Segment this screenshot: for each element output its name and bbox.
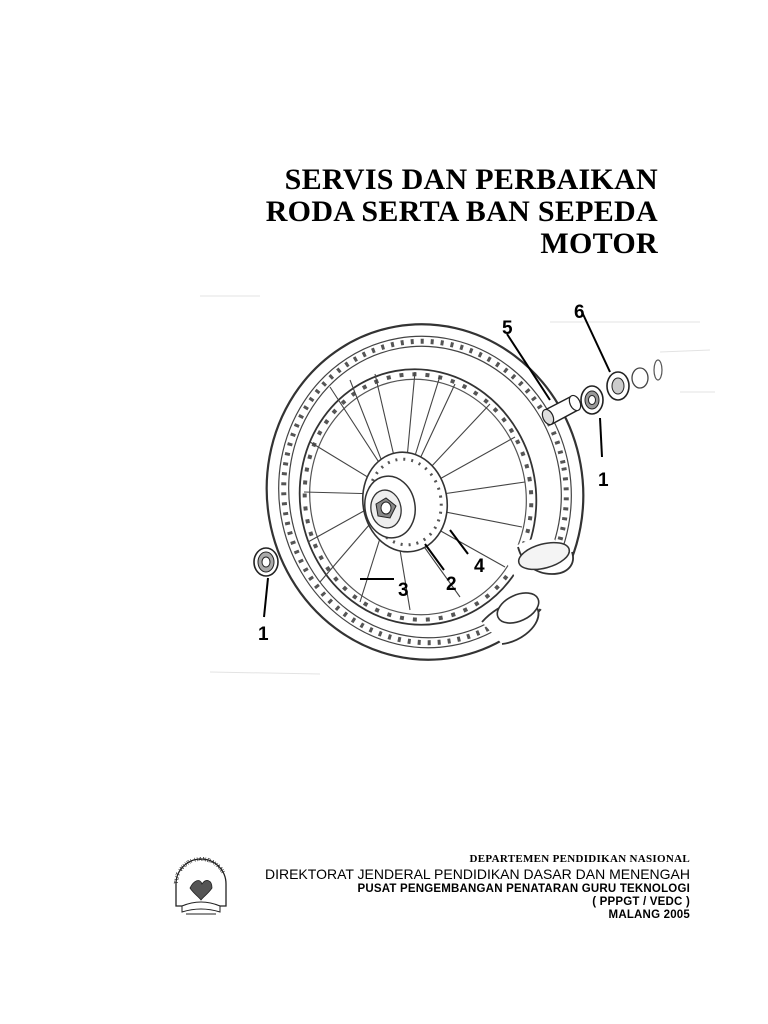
callout-6: 6 (574, 302, 585, 323)
logo-lettering: TUT WURI HANDAYANI (173, 856, 226, 885)
publisher-footer (172, 852, 692, 932)
callout-1-right: 1 (598, 470, 609, 491)
tire-cutaway-lower (482, 587, 543, 644)
wheel-exploded-diagram (200, 292, 720, 682)
callout-1-left: 1 (258, 624, 269, 645)
document-title (198, 164, 658, 260)
footer-abbreviation: ( PPPGT / VEDC ) (592, 896, 690, 908)
footer-center: PUSAT PENGEMBANGAN PENATARAN GURU TEKNOLOGI (357, 883, 690, 895)
callout-2: 2 (446, 574, 457, 595)
callout-5: 5 (502, 318, 513, 339)
hub-assembly (355, 445, 455, 558)
title-line-3: MOTOR (540, 227, 658, 260)
tut-wuri-handayani-logo (172, 854, 230, 920)
bearing-right (581, 386, 603, 414)
bearing-left (254, 548, 278, 576)
callout-4: 4 (474, 556, 485, 577)
title-line-1: SERVIS DAN PERBAIKAN (284, 163, 658, 196)
callout-3: 3 (398, 580, 409, 601)
publisher-lines (265, 852, 690, 922)
footer-ministry: DEPARTEMEN PENDIDIKAN NASIONAL (469, 853, 690, 865)
oil-seal (607, 360, 662, 400)
scan-background (200, 296, 715, 674)
footer-place-year: MALANG 2005 (608, 909, 690, 921)
spacer-sleeve (540, 394, 583, 427)
footer-directorate: DIREKTORAT JENDERAL PENDIDIKAN DASAR DAN MENENGAH (264, 866, 690, 882)
title-line-2: RODA SERTA BAN SEPEDA (265, 195, 658, 228)
wheel-illustration (200, 292, 720, 682)
